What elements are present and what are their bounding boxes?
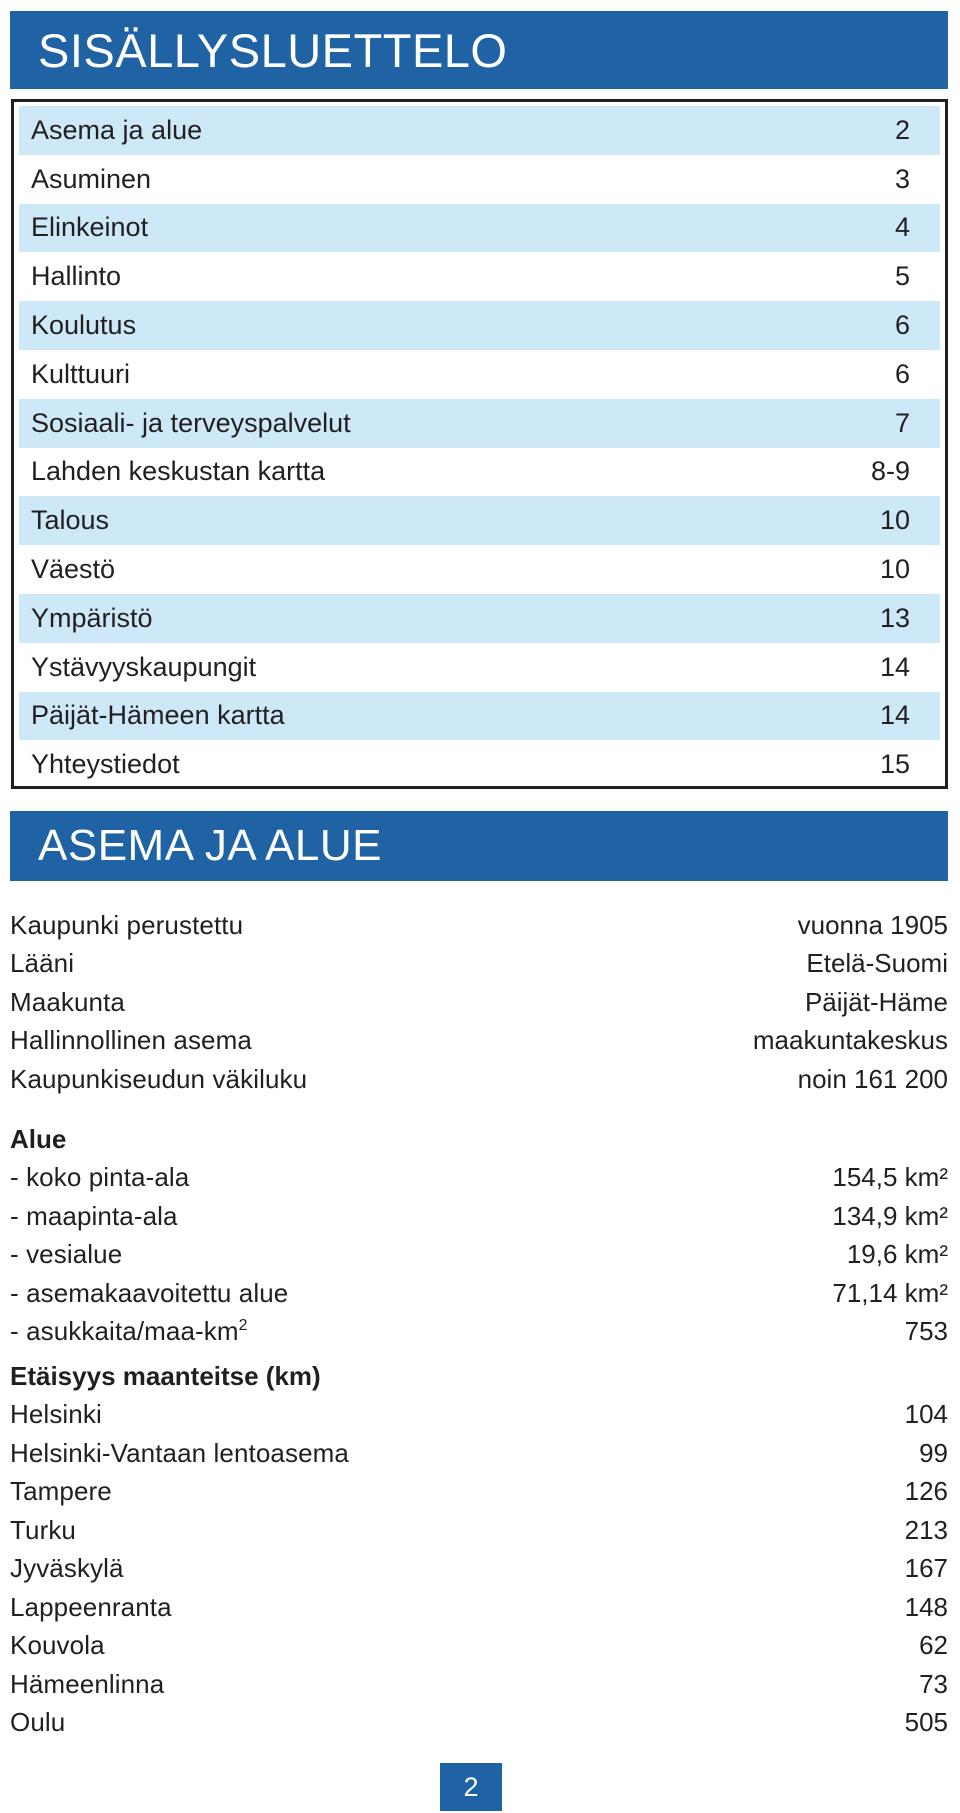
toc-item-page: 6 (894, 310, 910, 341)
area-info-list (10, 1120, 948, 1351)
area-label: - asemakaavoitettu alue (10, 1277, 289, 1308)
toc-item-page: 14 (879, 651, 910, 682)
toc-item-label: Asuminen (31, 163, 152, 194)
info-label: Kaupunki perustettu (10, 909, 244, 940)
toc-item-label: Ympäristö (31, 602, 153, 633)
distance-city: Helsinki (10, 1399, 102, 1430)
distance-heading: Etäisyys maanteitse (km) (10, 1360, 321, 1391)
distance-city: Oulu (10, 1707, 66, 1738)
toc-item-page: 14 (879, 700, 910, 731)
toc-item[interactable] (19, 448, 940, 497)
toc-item-label: Talous (31, 505, 110, 536)
toc-title: SISÄLLYSLUETTELO (10, 11, 948, 89)
info-label: Maakunta (10, 986, 125, 1017)
toc-item[interactable] (19, 692, 940, 741)
toc-item-page: 6 (894, 358, 910, 389)
distance-km: 213 (904, 1514, 948, 1545)
toc-item-label: Koulutus (31, 310, 137, 341)
area-label: - koko pinta-ala (10, 1162, 190, 1193)
toc-item[interactable] (19, 740, 940, 789)
distance-city: Kouvola (10, 1630, 105, 1661)
area-value: 154,5 km² (832, 1162, 948, 1193)
toc-item-label: Lahden keskustan kartta (31, 456, 326, 487)
toc-item-label: Elinkeinot (31, 212, 149, 243)
distance-city: Hämeenlinna (10, 1668, 165, 1699)
table-of-contents (11, 99, 948, 789)
toc-item-page: 10 (879, 554, 910, 585)
toc-item[interactable] (19, 594, 940, 643)
toc-item[interactable] (19, 496, 940, 545)
toc-item-label: Päijät-Hämeen kartta (31, 700, 285, 731)
area-label: - vesialue (10, 1239, 123, 1270)
page-number: 2 (440, 1763, 502, 1811)
toc-item-page: 8-9 (870, 456, 910, 487)
info-value: Päijät-Häme (804, 986, 948, 1017)
distance-row (10, 1473, 948, 1512)
area-row (10, 1236, 948, 1275)
info-row (10, 1060, 948, 1099)
toc-item-label: Hallinto (31, 261, 122, 292)
basic-info-list (10, 906, 948, 1099)
area-row (10, 1159, 948, 1198)
toc-item-label: Asema ja alue (31, 114, 203, 145)
toc-item-page: 10 (879, 505, 910, 536)
area-row (10, 1197, 948, 1236)
toc-item-page: 5 (894, 261, 910, 292)
info-row (10, 945, 948, 984)
toc-item[interactable] (19, 350, 940, 399)
area-value: 134,9 km² (832, 1200, 948, 1231)
toc-item[interactable] (19, 301, 940, 350)
distance-km: 126 (904, 1476, 948, 1507)
section-title: ASEMA JA ALUE (10, 811, 948, 881)
area-value: 71,14 km² (832, 1277, 948, 1308)
distance-city: Jyväskylä (10, 1553, 124, 1584)
distance-km: 73 (919, 1668, 948, 1699)
info-value: maakuntakeskus (752, 1025, 948, 1056)
info-value: Etelä-Suomi (806, 948, 948, 979)
info-label: Kaupunkiseudun väkiluku (10, 1063, 308, 1094)
density-label-text: - asukkaita/maa-km (10, 1316, 239, 1347)
distance-km: 62 (919, 1630, 948, 1661)
info-row (10, 906, 948, 945)
distance-km: 99 (919, 1437, 948, 1468)
info-value: vuonna 1905 (797, 909, 948, 940)
area-heading: Alue (10, 1123, 67, 1154)
distance-city: Helsinki-Vantaan lentoasema (10, 1437, 349, 1468)
density-row (10, 1313, 948, 1352)
toc-item-label: Ystävyyskaupungit (31, 651, 257, 682)
toc-item[interactable] (19, 545, 940, 594)
toc-item-label: Väestö (31, 554, 116, 585)
area-label: - maapinta-ala (10, 1200, 178, 1231)
distance-km: 167 (904, 1553, 948, 1584)
toc-item[interactable] (19, 204, 940, 253)
info-label: Lääni (10, 948, 75, 979)
info-label: Hallinnollinen asema (10, 1025, 252, 1056)
distance-city: Lappeenranta (10, 1591, 172, 1622)
toc-item-label: Kulttuuri (31, 358, 131, 389)
toc-item-label: Yhteystiedot (31, 749, 180, 780)
toc-item-page: 4 (894, 212, 910, 243)
toc-item[interactable] (19, 399, 940, 448)
toc-item[interactable] (19, 106, 940, 155)
distance-row (10, 1627, 948, 1666)
toc-item-page: 7 (894, 407, 910, 438)
area-row (10, 1274, 948, 1313)
distance-row (10, 1396, 948, 1435)
distance-km: 104 (904, 1399, 948, 1430)
area-value: 19,6 km² (846, 1239, 948, 1270)
distance-row (10, 1434, 948, 1473)
distance-city: Turku (10, 1514, 76, 1545)
density-label-sup: 2 (238, 1317, 248, 1335)
distance-list (10, 1357, 948, 1742)
toc-item[interactable] (19, 252, 940, 301)
info-row (10, 983, 948, 1022)
info-value: noin 161 200 (797, 1063, 948, 1094)
distance-row (10, 1665, 948, 1704)
distance-row (10, 1588, 948, 1627)
toc-item-page: 2 (894, 114, 910, 145)
distance-row (10, 1550, 948, 1589)
toc-item[interactable] (19, 155, 940, 204)
toc-item-page: 3 (894, 163, 910, 194)
distance-km: 505 (904, 1707, 948, 1738)
distance-city: Tampere (10, 1476, 112, 1507)
info-row (10, 1022, 948, 1061)
toc-item-page: 15 (879, 749, 910, 780)
toc-item-label: Sosiaali- ja terveyspalvelut (31, 407, 351, 438)
toc-item-page: 13 (879, 602, 910, 633)
density-label (10, 1316, 248, 1347)
distance-row (10, 1511, 948, 1550)
density-value: 753 (904, 1316, 948, 1347)
distance-km: 148 (904, 1591, 948, 1622)
distance-row (10, 1704, 948, 1743)
toc-item[interactable] (19, 643, 940, 692)
